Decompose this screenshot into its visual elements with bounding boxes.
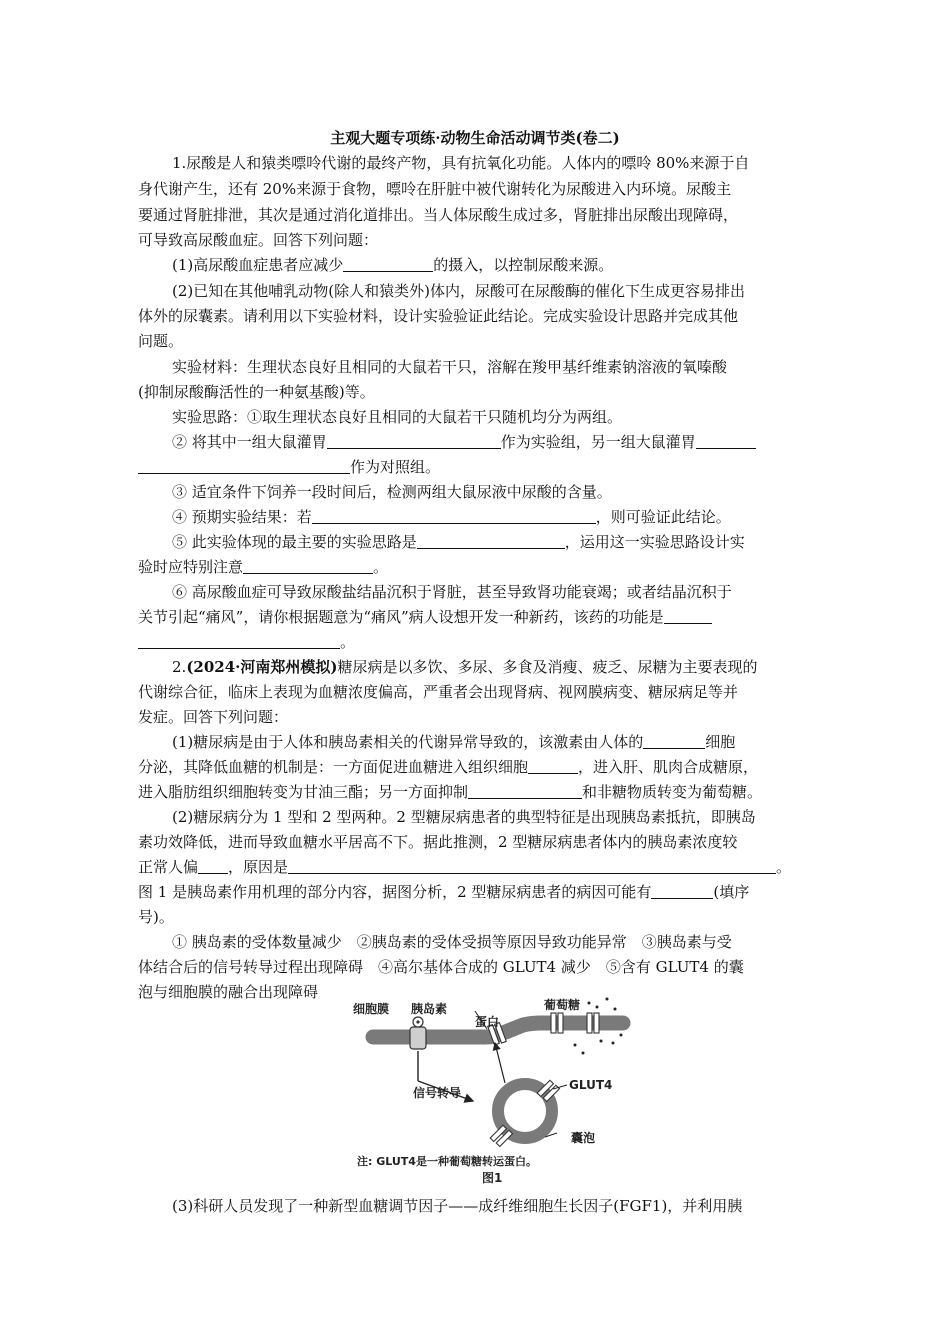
q2-p1-text-b: 细胞 — [705, 733, 736, 751]
q1-idea5-text-d: 。 — [373, 558, 389, 576]
q1-idea2-blank-2b[interactable] — [138, 458, 350, 474]
q2-part2-line-1: (2)糖尿病分为 1 型和 2 型两种。2 型糖尿病患者的典型特征是出现胰岛素抵抗，即胰岛 — [172, 808, 756, 826]
insulin-mechanism-diagram — [345, 993, 645, 1188]
q2-p2-blank-3[interactable] — [651, 883, 713, 899]
q2-part1-line-1 — [172, 732, 814, 752]
q1-idea-2-cont — [138, 457, 814, 477]
q1-part1-blank[interactable] — [343, 256, 433, 272]
q1-idea2-blank-2a[interactable] — [696, 433, 756, 449]
label-signal-transduction: 信号转导 — [413, 1086, 462, 1100]
q2-p1-blank-2[interactable] — [528, 758, 578, 774]
label-insulin: 胰岛素 — [411, 1002, 448, 1016]
insulin-receptor — [410, 1017, 426, 1049]
q2-p2-text-e: (填序 — [713, 883, 750, 901]
q2-p2-text-b: ，原因是 — [228, 858, 289, 876]
q1-idea6-blank-a[interactable] — [664, 608, 712, 624]
q2-options-line-3: 泡与细胞膜的融合出现障碍 — [138, 983, 319, 1001]
q1-idea-4 — [172, 507, 814, 527]
q1-idea2-text-b: 作为实验组，另一组大鼠灌胃 — [500, 433, 696, 451]
label-glucose: 葡萄糖 — [544, 998, 581, 1012]
q1-stem-line-1: 1.尿酸是人和猿类嘌呤代谢的最终产物，具有抗氧化功能。人体内的嘌呤 80%来源于自 — [172, 154, 750, 172]
q1-materials-line-1: 实验材料：生理状态良好且相同的大鼠若干只，溶解在羧甲基纤维素钠溶液的氧嗪酸 — [172, 358, 728, 376]
q2-p2-blank-1[interactable] — [198, 858, 228, 874]
q1-stem-line-4: 可导致高尿酸血症。回答下列问题： — [138, 231, 379, 249]
q1-idea6-text-c: 。 — [340, 633, 356, 651]
q2-options-line-1: ① 胰岛素的受体数量减少 ②胰岛素的受体受损等原因导致功能异常 ③胰岛素与受 — [172, 933, 732, 951]
q1-part1-text-b: 的摄入，以控制尿酸来源。 — [433, 256, 614, 274]
q2-stem-line-1 — [172, 657, 814, 677]
q1-idea4-text-b: ，则可验证此结论。 — [595, 508, 731, 526]
q1-idea-2 — [172, 432, 814, 452]
q1-idea-5-cont — [138, 557, 814, 577]
q1-idea6-text-b: 关节引起“痛风”，请你根据题意为“痛风”病人设想开发一种新药，该药的功能是 — [138, 608, 664, 626]
q1-idea2-blank-1[interactable] — [327, 433, 501, 449]
label-vesicle: 囊泡 — [571, 1131, 596, 1145]
q2-p2-text-c: 。 — [776, 858, 792, 876]
q1-materials-line-2: (抑制尿酸酶活性的一种氨基酸)等。 — [138, 383, 375, 401]
q2-p2-blank-2[interactable] — [288, 858, 776, 874]
q2-part1-line-2 — [138, 757, 814, 777]
q1-idea4-text-a: ④ 预期实验结果：若 — [172, 508, 312, 526]
page-title: 主观大题专项练·动物生命活动调节类(卷二) — [330, 129, 620, 147]
q2-p1-text-c: 分泌，其降低血糖的机制是：一方面促进血糖进入组织细胞 — [138, 758, 529, 776]
q2-p2-text-d: 图 1 是胰岛素作用机理的部分内容，据图分析，2 型糖尿病患者的病因可能有 — [138, 883, 652, 901]
q2-part1-line-3 — [138, 782, 814, 802]
q2-stem-line-2: 代谢综合征，临床上表现为血糖浓度偏高，严重者会出现肾病、视网膜病变、糖尿病足等并 — [138, 683, 739, 701]
q2-part3-line-1: (3)科研人员发现了一种新型血糖调节因子——成纤维细胞生长因子(FGF1)，并利用胰 — [172, 1197, 743, 1215]
q2-source: (2024·河南郑州模拟) — [186, 658, 338, 676]
q1-idea2-text-c: 作为对照组。 — [350, 458, 441, 476]
q1-idea-5 — [172, 532, 814, 552]
q1-idea-6-line-3 — [138, 632, 814, 652]
q1-idea-6-line-1: ⑥ 高尿酸血症可导致尿酸盐结晶沉积于肾脏，甚至导致肾功能衰竭；或者结晶沉积于 — [172, 583, 732, 601]
q1-idea-6-line-2 — [138, 607, 814, 627]
label-cell-membrane: 细胞膜 — [353, 1002, 390, 1016]
vesicle-fusion-arrow — [495, 1043, 505, 1083]
figure-note: 注: GLUT4是一种葡萄糖转运蛋白。 — [357, 1155, 537, 1168]
q1-idea5-blank-1[interactable] — [417, 533, 565, 549]
q2-stem-text: 糖尿病是以多饮、多尿、多食及消瘦、疲乏、尿糖为主要表现的 — [337, 658, 758, 676]
q1-idea6-blank-b[interactable] — [138, 633, 340, 649]
q1-idea5-text-b: ，运用这一实验思路设计实 — [564, 533, 745, 551]
q2-part2-line-3 — [138, 857, 814, 877]
label-glut4: GLUT4 — [569, 1078, 613, 1092]
q2-p1-text-e: 进入脂肪组织细胞转变为甘油三酯；另一方面抑制 — [138, 783, 469, 801]
q2-stem-line-3: 发症。回答下列问题： — [138, 708, 289, 726]
figure-1 — [345, 993, 645, 1188]
figure-caption: 图1 — [482, 1171, 503, 1185]
q1-idea5-text-c: 验时应特别注意 — [138, 558, 244, 576]
q2-options-line-2: 体结合后的信号转导过程出现障碍 ④高尔基体合成的 GLUT4 减少 ⑤含有 GLUT4 的囊 — [138, 958, 744, 976]
q1-idea-3: ③ 适宜条件下饲养一段时间后，检测两组大鼠尿液中尿酸的含量。 — [172, 483, 612, 501]
q2-p1-text-a: (1)糖尿病是由于人体和胰岛素相关的代谢异常导致的，该激素由人体的 — [172, 733, 644, 751]
q2-p1-text-d: ，进入肝、肌肉合成糖原， — [578, 758, 759, 776]
q1-idea5-text-a: ⑤ 此实验体现的最主要的实验思路是 — [172, 533, 417, 551]
q2-p1-text-f: 和非糖物质转变为葡萄糖。 — [582, 783, 763, 801]
q2-p1-blank-1[interactable] — [643, 733, 705, 749]
label-protein: 蛋白 — [475, 1015, 500, 1029]
q2-number: 2. — [172, 658, 187, 676]
q1-idea2-text-a: ② 将其中一组大鼠灌胃 — [172, 433, 327, 451]
q1-stem-line-2: 身代谢产生，还有 20%来源于食物，嘌呤在肝脏中被代谢转化为尿酸进入内环境。尿酸主 — [138, 180, 732, 198]
q1-part2-line-3: 问题。 — [138, 332, 184, 350]
q1-part2-line-1: (2)已知在其他哺乳动物(除人和猿类外)体内，尿酸可在尿酸酶的催化下生成更容易排出 — [172, 282, 745, 300]
q2-p2-text-a: 正常人偏 — [138, 858, 199, 876]
q1-part1 — [172, 255, 814, 275]
q1-idea-1: 实验思路：①取生理状态良好且相同的大鼠若干只随机均分为两组。 — [172, 408, 623, 426]
q2-p1-blank-3[interactable] — [468, 783, 582, 799]
q1-idea4-blank[interactable] — [312, 508, 596, 524]
q2-part2-line-2: 素功效降低，进而导致血糖水平居高不下。据此推测，2 型糖尿病患者体内的胰岛素浓度较 — [138, 833, 738, 851]
q1-part2-line-2: 体外的尿囊素。请利用以下实验材料，设计实验验证此结论。完成实验设计思路并完成其他 — [138, 307, 739, 325]
q1-stem-line-3: 要通过肾脏排泄，其次是通过消化道排出。当人体尿酸生成过多，肾脏排出尿酸出现障碍， — [138, 206, 739, 224]
q2-part2-line-5: 号)。 — [138, 908, 174, 926]
q2-part2-line-4 — [138, 882, 814, 902]
q1-idea5-blank-2[interactable] — [243, 558, 373, 574]
q1-part1-text-a: (1)高尿酸血症患者应减少 — [172, 256, 344, 274]
